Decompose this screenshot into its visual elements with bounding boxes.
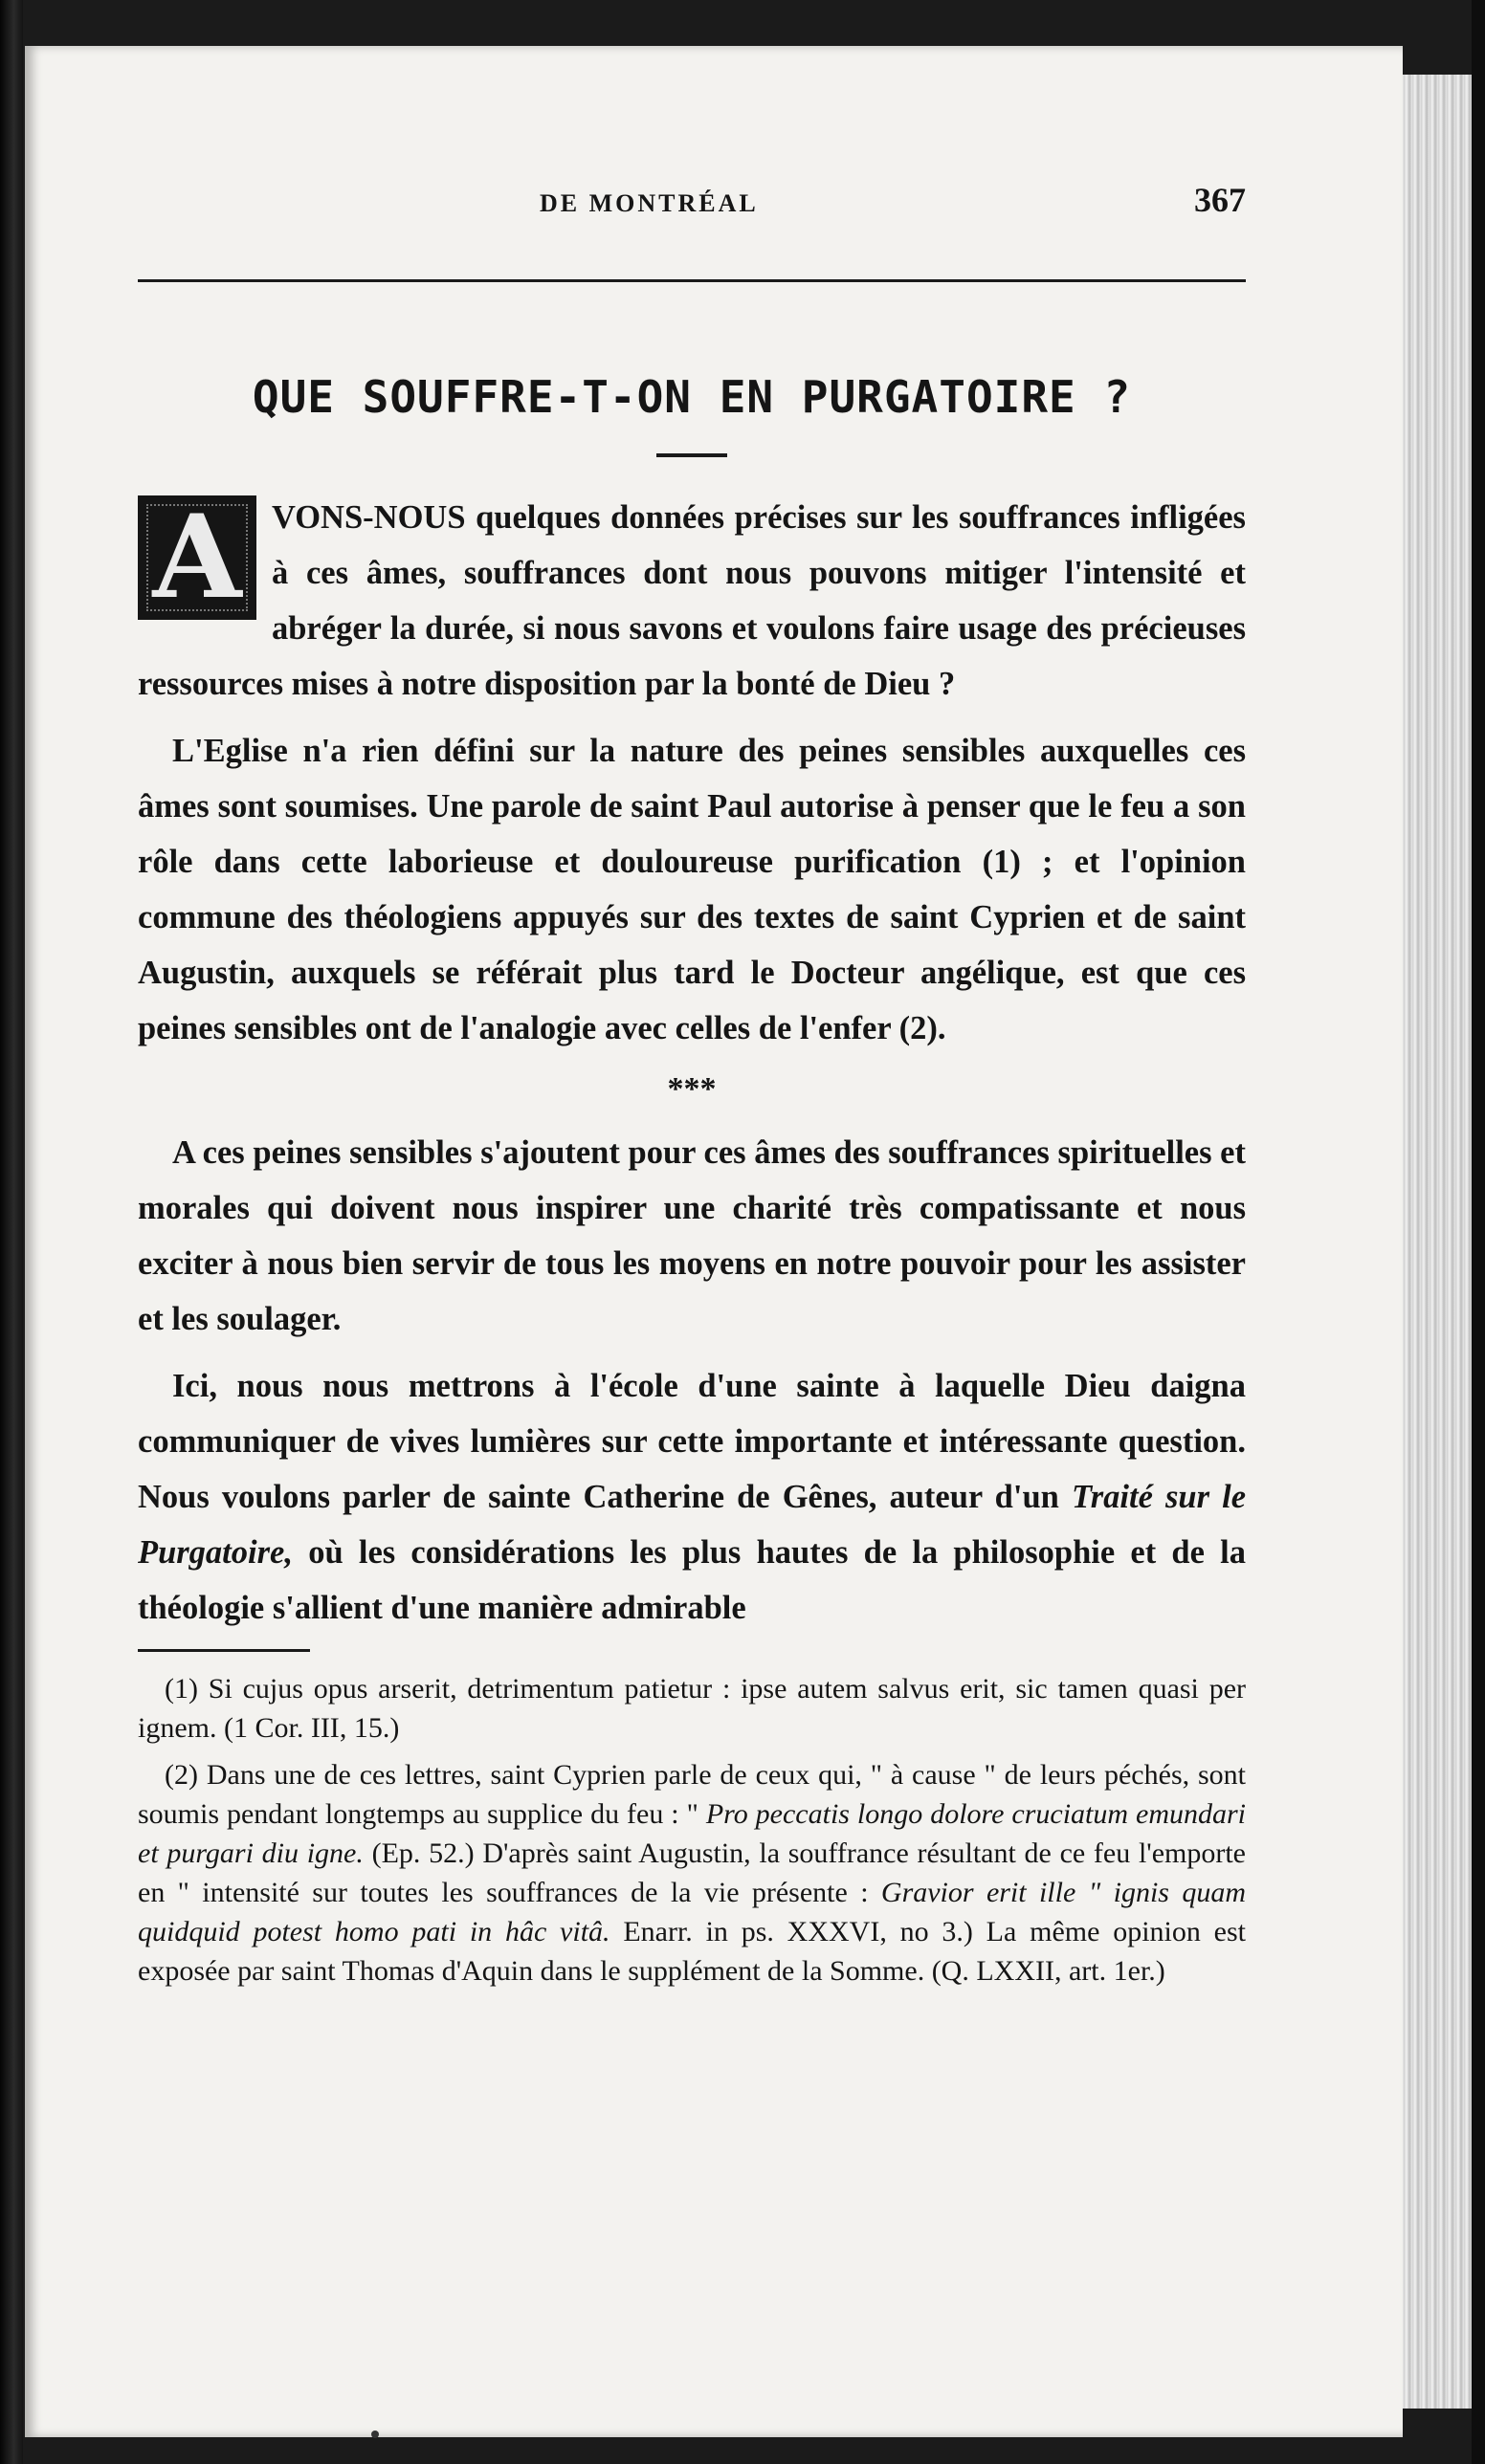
footnote-1-text-a: (1) Si cujus opus arserit, detrimentum patietur : ipse autem salvus erit, sic tamen quasi per ignem. (1 Cor. — [138, 1673, 1246, 1744]
paragraph-1 — [138, 490, 1246, 712]
footnote-2-text-a: (2) Dans une de ces lettres, saint Cyprien parle de ceux qui, " à cause " de leurs péchés, sont soumis pendant longtemps au supplice du feu : " — [138, 1759, 1246, 1830]
paragraph-3: A ces peines sensibles s'ajoutent pour ces âmes des souffrances spirituelles et morales qui doivent nous inspirer une charité très compatissante et nous exciter à nous bien servir de tous les moyens en notre pouvoir pour les assister et les soulager. — [138, 1134, 1246, 1337]
footnote-1 — [138, 1669, 1246, 1748]
dropcap-letter — [138, 490, 256, 625]
chapter-title: QUE SOUFFRE-T-ON EN PURGATOIRE ? — [252, 371, 1132, 423]
footnote-2-text-d: , no 3.) La même opinion est exposée par saint Thomas d'Aquin dans le supplément de la Somme. (Q. — [138, 1916, 1246, 1987]
title-rule — [656, 453, 727, 457]
paragraph-4 — [138, 1358, 1246, 1636]
paragraph-4-text-b: où les considérations les plus hautes de la philosophie et de la théologie s'allient d'une manière admirable — [138, 1534, 1246, 1626]
paragraph-4-book-title: Traité sur le Purgatoire, — [138, 1479, 1247, 1571]
footnote-rule — [138, 1649, 310, 1652]
footnote-2-text-c: Enarr. in ps. — [610, 1916, 787, 1947]
paragraph-2: L'Eglise n'a rien défini sur la nature des peines sensibles auxquelles ces âmes sont soumises. Une parole de saint Paul autorise à penser que le feu a son rôle dans cette laborieuse et douloureuse purification (1) ; et l'opinion commune des théologiens appuyés sur des textes de saint Cyprien et de saint Augustin, auxquels se référait plus tard le Docteur angélique, est que ces peines sensibles ont de l'analogie avec celles de l'enfer (2). — [138, 733, 1246, 1046]
footnote-1-chapter: III — [310, 1712, 340, 1744]
footnote-2-latin-2: Gravior erit ille " ignis quam quidquid potest homo pati in hâc vitâ. — [138, 1877, 1246, 1947]
book-spine-left — [0, 0, 23, 2464]
print-speck — [371, 2431, 379, 2438]
header-rule — [138, 279, 1246, 282]
section-break-asterism: *** — [667, 1071, 717, 1107]
footnote-2-latin-1: Pro peccatis longo dolore cruciatum emundari et purgari diu igne. — [138, 1798, 1246, 1869]
running-title: DE MONTRÉAL — [540, 189, 759, 217]
footnote-2-question: LXXII — [976, 1955, 1054, 1987]
footnote-2-text-b: (Ep. 52.) D'après saint Augustin, la souffrance résultant de ce feu l'emporte en " intensité sur toutes les souffrances de la vie présente : — [138, 1837, 1246, 1908]
paragraph-1-text: VONS-NOUS quelques données précises sur les souffrances infligées à ces âmes, souffrances dont nous pouvons mitiger l'intensité et abréger la durée, si nous savons et voulons faire usage des précieuses ressources mises à notre disposition par la bonté de Dieu ? — [138, 499, 1246, 702]
footnote-2-psalm: XXXVI — [787, 1916, 880, 1947]
page-number: 367 — [1194, 181, 1246, 219]
book-page — [25, 46, 1403, 2437]
body-text — [138, 490, 1246, 1636]
footnotes — [138, 1669, 1246, 1991]
footnote-2 — [138, 1755, 1246, 1991]
book-edge-right — [1472, 0, 1485, 2464]
paragraph-4-text-a: Ici, nous nous mettrons à l'école d'une sainte à laquelle Dieu daigna communiquer de vives lumières sur cette importante et intéressante question. Nous voulons parler de sainte Catherine de Gênes, auteur d'un — [138, 1368, 1246, 1515]
dropcap-glyph: A — [152, 490, 242, 625]
page-content — [138, 181, 1247, 1998]
footnote-2-text-e: , art. 1er.) — [1053, 1955, 1165, 1987]
running-head — [138, 181, 1246, 228]
footnote-1-text-c: , 15.) — [339, 1712, 400, 1744]
